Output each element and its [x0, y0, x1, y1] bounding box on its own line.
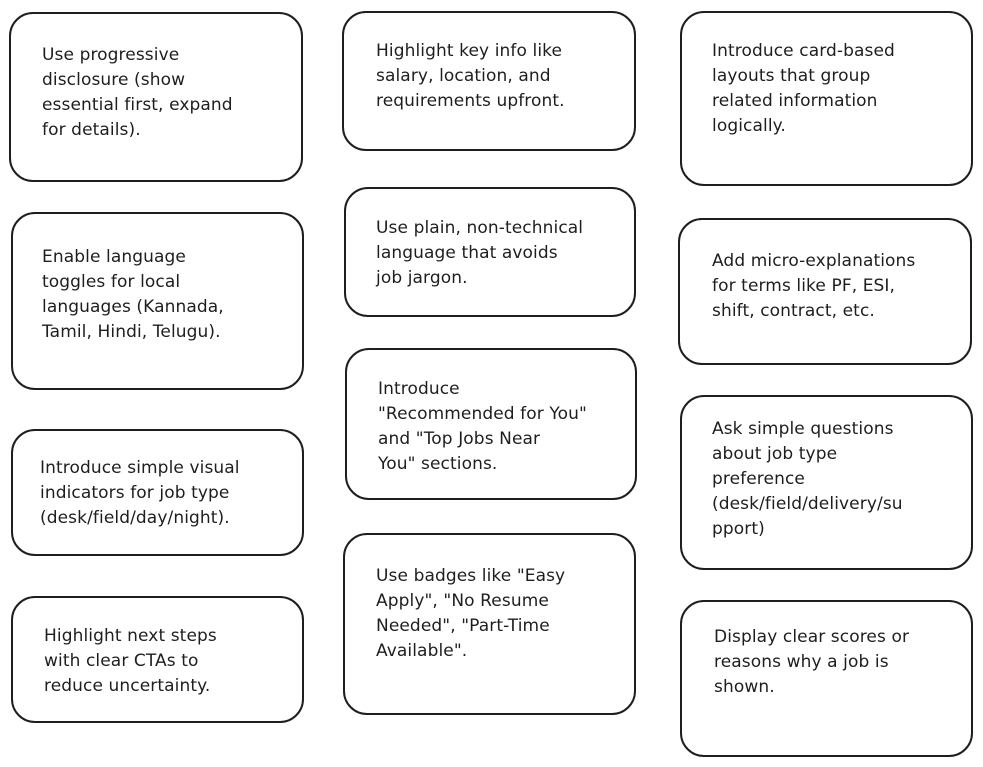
card-key-info-text: Highlight key info like salary, location, and requirements upfront.	[376, 41, 565, 111]
card-progressive-disclosure-text: Use progressive disclosure (show essential first, expand for details).	[42, 45, 233, 140]
card-job-type-questions-text: Ask simple questions about job type preference (desk/field/delivery/su pport)	[712, 419, 903, 539]
card-card-layouts-text: Introduce card-based layouts that group related information logically.	[712, 41, 895, 136]
card-clear-scores-text: Display clear scores or reasons why a job is shown.	[714, 627, 910, 697]
card-badges-text: Use badges like "Easy Apply", "No Resume Needed", "Part-Time Available".	[376, 566, 566, 661]
card-next-steps-text: Highlight next steps with clear CTAs to reduce uncertainty.	[44, 626, 217, 696]
card-micro-explanations-text: Add micro-explanations for terms like PF, ESI, shift, contract, etc.	[712, 251, 916, 321]
card-plain-language-text: Use plain, non-technical language that avoids job jargon.	[376, 218, 584, 288]
card-visual-indicators-text: Introduce simple visual indicators for job type (desk/field/day/night).	[40, 458, 240, 528]
card-recommended-sections-text: Introduce "Recommended for You" and "Top Jobs Near You" sections.	[378, 379, 587, 474]
card-language-toggles-text: Enable language toggles for local languages (Kannada, Tamil, Hindi, Telugu).	[42, 247, 224, 342]
